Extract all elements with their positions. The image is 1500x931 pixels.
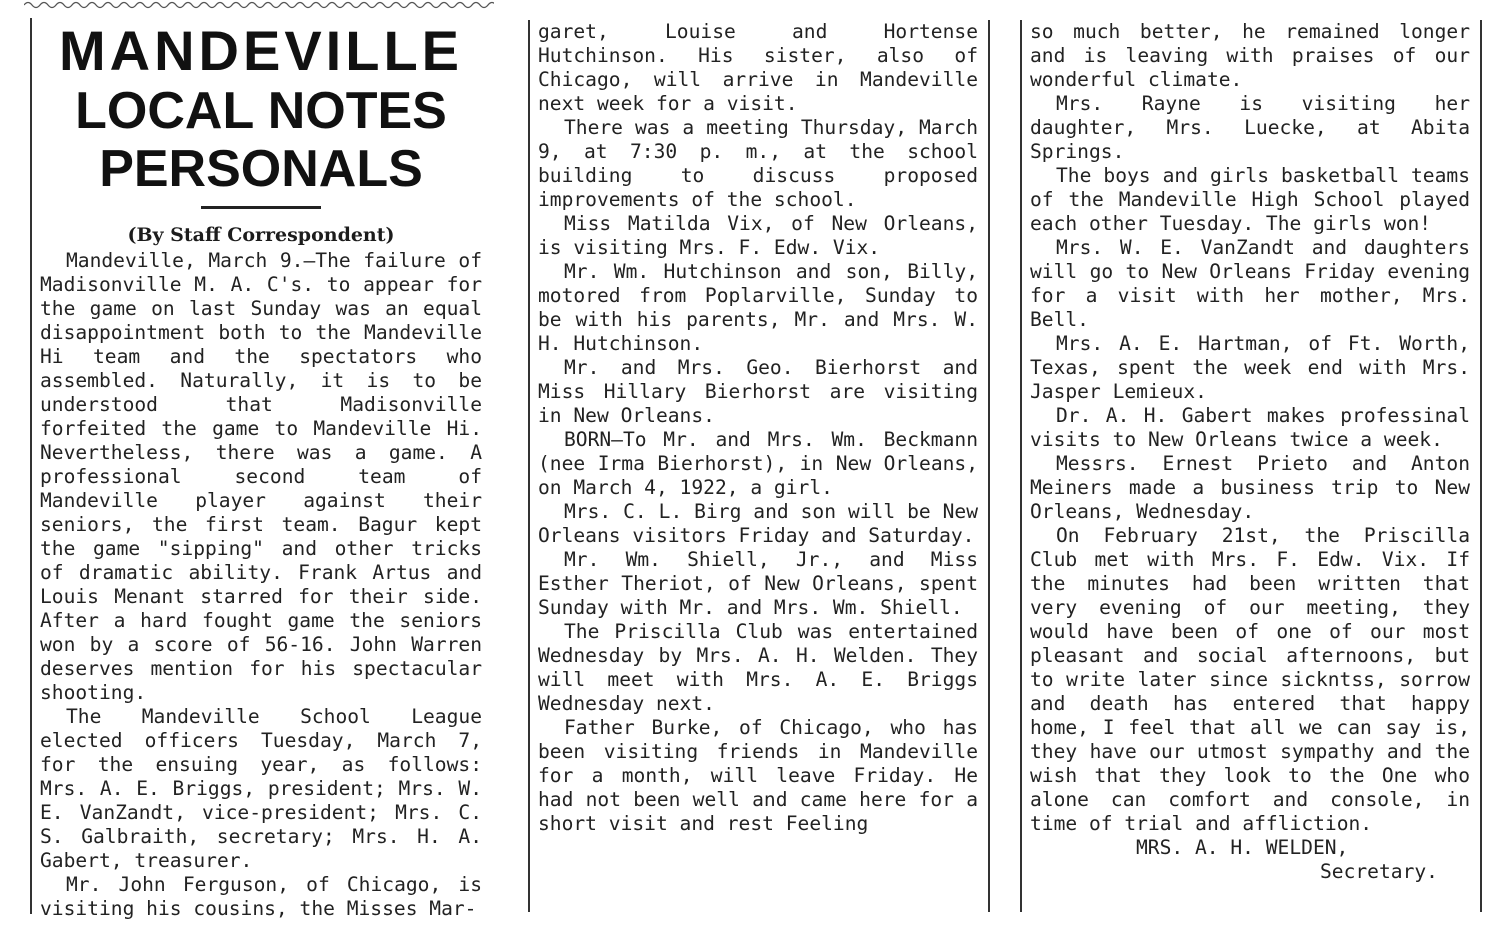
paragraph: Mr. and Mrs. Geo. Bierhorst and Miss Hillary Bierhorst are visiting in New Orleans. (538, 356, 978, 427)
headline-line-3: PERSONALS (99, 140, 423, 198)
paragraph: Mrs. C. L. Birg and son will be New Orleans visitors Friday and Saturday. (538, 500, 978, 547)
headline-line-1: MANDEVILLE (59, 19, 463, 82)
headline-rule (201, 206, 321, 209)
column-1 (30, 18, 492, 920)
paragraph: The Priscilla Club was entertained Wednesday by Mrs. A. H. Welden. They will meet with Mrs. A. E. Briggs Wednesday next. (538, 620, 978, 715)
paragraph: Mrs. Rayne is visiting her daughter, Mrs. Luecke, at Abita Springs. (1030, 92, 1470, 163)
paragraph: garet, Louise and Hortense Hutchinson. His sister, also of Chicago, will arrive in Mandeville next week for a visit. (538, 20, 978, 115)
column-2 (528, 20, 990, 912)
paragraph: so much better, he remained longer and is leaving with praises of our wonderful climate. (1030, 20, 1470, 91)
paragraph: Dr. A. H. Gabert makes professinal visits to New Orleans twice a week. (1030, 404, 1470, 451)
paragraph: Mr. Wm. Shiell, Jr., and Miss Esther Theriot, of New Orleans, spent Sunday with Mr. and Mrs. Wm. Shiell. (538, 548, 978, 619)
paragraph: Miss Matilda Vix, of New Orleans, is visiting Mrs. F. Edw. Vix. (538, 212, 978, 259)
paragraph: Mrs. A. E. Hartman, of Ft. Worth, Texas, spent the week end with Mrs. Jasper Lemieux. (1030, 332, 1470, 403)
byline: (By Staff Correspondent) (127, 224, 395, 246)
paragraph: BORN—To Mr. and Mrs. Wm. Beckmann (nee Irma Bierhorst), in New Orleans, on March 4, 1922, a girl. (538, 428, 978, 499)
signature-title: Secretary. (1320, 860, 1438, 883)
column-3 (1020, 20, 1482, 912)
paragraph: Father Burke, of Chicago, who has been visiting friends in Mandeville for a month, will leave Friday. He had not been well and came here for a short visit and rest Feeling (538, 716, 978, 835)
top-border-ornament (24, 0, 494, 10)
paragraph: Messrs. Ernest Prieto and Anton Meiners made a business trip to New Orleans, Wednesday. (1030, 452, 1470, 523)
paragraph: The boys and girls basketball teams of the Mandeville High School played each other Tuesday. The girls won! (1030, 164, 1470, 235)
paragraph: Mr. John Ferguson, of Chicago, is visiting his cousins, the Misses Mar- (40, 873, 482, 920)
paragraph: Mr. Wm. Hutchinson and son, Billy, motored from Poplarville, Sunday to be with his parents, Mr. and Mrs. W. H. Hutchinson. (538, 260, 978, 355)
headline-line-2: LOCAL NOTES (75, 82, 447, 140)
paragraph: The Mandeville School League elected officers Tuesday, March 7, for the ensuing year, as follows: Mrs. A. E. Briggs, president; Mrs. W. E. VanZandt, vice-president; Mrs. C. S. Galbraith, secretary; Mrs. H. A. Gabert, treasurer. (40, 705, 482, 872)
paragraph: On February 21st, the Priscilla Club met with Mrs. F. Edw. Vix. If the minutes had been written that very evening of our meeting, they would have been of one of our most pleasant and social afternoons, but to write later since sickntss, sorrow and death has entered that happy home, I feel that all we can say is, they have our utmost sympathy and the wish that they look to the One who alone can comfort and console, in time of trial and affliction. (1030, 524, 1470, 835)
paragraph: Mrs. W. E. VanZandt and daughters will go to New Orleans Friday evening for a visit with her mother, Mrs. Bell. (1030, 236, 1470, 331)
signature-name: MRS. A. H. WELDEN, (1136, 836, 1349, 859)
paragraph: There was a meeting Thursday, March 9, at 7:30 p. m., at the school building to discuss proposed improvements of the school. (538, 116, 978, 211)
paragraph: Mandeville, March 9.—The failure of Madisonville M. A. C's. to appear for the game on last Sunday was an equal disappointment both to the Mandeville Hi team and the spectators who assembled. Naturally, it is to be understood that Madisonville forfeited the game to Mandeville Hi. Nevertheless, there was a game. A professional second team of Mandeville player against their seniors, the first team. Bagur kept the game "sipping" and other tricks of dramatic ability. Frank Artus and Louis Menant starred for their side. After a hard fought game the seniors won by a score of 56-16. John Warren deserves mention for his spectacular shooting. (40, 249, 482, 704)
